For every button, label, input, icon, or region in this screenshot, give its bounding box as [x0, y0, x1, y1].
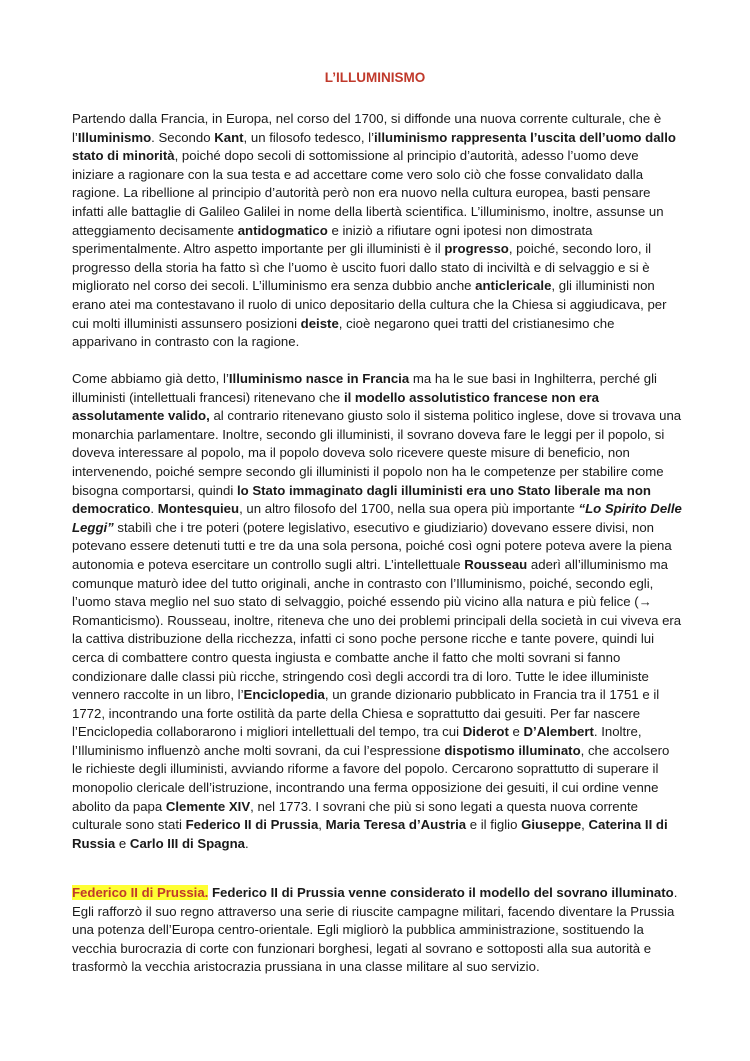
bold-term: Illuminismo: [77, 129, 152, 145]
text-run: ,: [318, 817, 326, 833]
bold-term: D’Alembert: [523, 724, 594, 740]
text-run: al contrario ritenevano giusto solo il sistema politico inglese, dove si trovava una monarchia parlamentare. Inoltre, secondo gli illuministi, il sovrano doveva fare le leggi per il popolo, si doveva interessare al popolo, ma il popolo doveva solo ricevere queste misure di beneficio, non intervenendo, poiché sempre secondo gli illuministi il popolo non ha le competenze per stabilire come bisogna comportarsi, quindi: [72, 408, 682, 498]
bold-term: Rousseau: [464, 556, 528, 572]
text-run: ,: [581, 817, 589, 833]
text-run: , un altro filosofo del 1700, nella sua opera più importante: [239, 501, 579, 517]
bold-term: anticlericale: [475, 278, 552, 294]
text-run: , poiché dopo secoli di sottomissione al principio d’autorità, adesso l’uomo deve iniziare a ragionare con la sua testa e ad accettare come vero solo ciò che fosse convalidato dalla ragione. La ribellione al principio d’autorità però non era nuovo nella cultura europea, basti pensare infatti alle battaglie di Galileo Galilei in nome della libertà scientifica. L’illuminismo, inoltre, assunse un atteggiamento decisamente: [72, 148, 664, 238]
document-title: L’ILLUMINISMO: [324, 70, 426, 85]
text-run: e iniziò a rifiutare ogni ipotesi non dimostrata sperimentalmente. Altro aspetto importante per gli illuministi è il: [72, 222, 593, 257]
bold-term: Illuminismo nasce in Francia: [228, 371, 410, 386]
bold-term: Clemente XIV: [165, 798, 251, 814]
bold-term: Montesquieu: [157, 501, 240, 517]
text-run: ma ha le sue basi in Inghilterra, perché gli illuministi (intellettuali francesi) ritenevano che: [72, 371, 657, 405]
text-run: , poiché, secondo loro, il progresso della storia ha fatto sì che l’uomo è uscito fuori dallo stato di inciviltà e di selvaggio e si è migliorato nel corso dei secoli. L’illuminismo era senza dubbio anche: [72, 241, 652, 294]
text-run: stabilì che i tre poteri (potere legislativo, esecutivo e giudiziario) dovevano essere divisi, non potevano essere detenuti tutti e tre da una sola persona, poiché così ogni potere poteva avere la piena autonomia e poteva esercitare un controllo sugli altri. L’intellettuale: [72, 519, 672, 572]
text-run: , un filosofo tedesco, l’: [243, 129, 375, 145]
text-run: , gli illuministi non erano atei ma contestavano il ruolo di unico depositario della cultura che la Chiesa si aggiudicava, per cui molti illuministi assunsero posizioni: [72, 278, 667, 331]
paragraph-frederick: [72, 884, 682, 977]
bold-term: progresso: [444, 241, 509, 257]
text-run: , che accolsero le richieste degli illuministi, avviando riforme a favore del popolo. Cercarono soprattutto di superare il monopolio clericale dell’istruzione, incontrando una ferma opposizione dei gesuiti, il cui ordine venne abolito da papa: [72, 742, 670, 814]
bold-term: Federico II di Prussia: [185, 817, 319, 833]
text-run: Come abbiamo già detto, l’: [72, 371, 229, 386]
bold-term: Giuseppe: [521, 817, 582, 833]
text-run: aderì all’illuminismo ma comunque maturò idee del tutto originali, anche in contrasto con l’Illuminismo, poiché, secondo egli, l’uomo stava meglio nel suo stato di selvaggio, poiché essendo più vicino alla natura e più felice (→ Romanticismo). Rousseau, inoltre, riteneva che uno dei problemi principali della società in cui viveva era la cattiva distribuzione della ricchezza, infatti ci sono poche persone ricche e tante povere, quindi lui cerca di combattere contro questa ingiusta e combatte anche il fatto che molti sovrani si fanno condizionare dalle classi più ricche, stringendo così degli accordi tra di loro. Tutte le idee illuministe vennero raccolte in un libro, l’: [72, 556, 682, 703]
bold-term: dispotismo illuminato: [444, 742, 581, 758]
text-run: e il figlio: [466, 817, 522, 833]
bold-term: Maria Teresa d’Austria: [325, 817, 467, 833]
bold-term: Caterina II di Russia: [72, 817, 668, 851]
text-run: . Inoltre, l’Illuminismo influenzò anche molti sovrani, da cui l’espressione: [72, 724, 642, 758]
text-run: , nel 1773. I sovrani che più si sono legati a questa nuova corrente culturale sono stati: [72, 798, 638, 833]
bold-term: deiste: [300, 315, 339, 331]
text-run: , un grande dizionario pubblicato in Francia tra il 1751 e il 1772, incontrando una forte ostilità da parte della Chiesa e soprattutto dai gesuiti. Per far nascere l’Enciclopedia collaborarono i migliori intellettuali del tempo, tra cui: [72, 687, 660, 740]
bold-term: Carlo III di Spagna: [129, 835, 245, 851]
text-run: .: [244, 835, 249, 851]
bold-term: Kant: [214, 129, 244, 145]
paragraph-introduction: [72, 110, 682, 352]
bold-term: illuminismo rappresenta l’uscita dell’uomo dallo stato di minorità: [72, 129, 676, 164]
text-run: .: [150, 501, 158, 517]
text-run: e: [508, 724, 524, 740]
bold-term: lo Stato immaginato dagli illuministi era uno Stato liberale ma non democratico: [72, 482, 651, 517]
bold-term: antidogmatico: [237, 222, 328, 238]
highlighted-heading: Federico II di Prussia.: [72, 885, 209, 900]
bold-term: il modello assolutistico francese non era assolutamente valido,: [72, 389, 599, 424]
text-run: , cioè negarono quei tratti del cristianesimo che apparivano in contrasto con la ragione.: [72, 315, 615, 350]
paragraph-origins: [72, 370, 682, 853]
text-run: . Egli rafforzò il suo regno attraverso una serie di riuscite campagne militari, facendo diventare la Prussia una potenza dell’Europa centro-orientale. Egli migliorò la pubblica amministrazione, sostituendo la vecchia burocrazia di corte con funzionari borghesi, legati al sovrano e sottoposti alla sua autorità e trasformò la vecchia aristocrazia prussiana in una classe militare al suo servizio.: [72, 885, 678, 975]
text-run: Partendo dalla Francia, in Europa, nel corso del 1700, si diffonde una nuova corrente culturale, che è l’: [72, 111, 662, 145]
bold-term: Federico II di Prussia venne considerato il modello del sovrano illuminato: [212, 885, 674, 900]
bold-term: Diderot: [462, 724, 509, 740]
book-title-italic: “Lo Spirito Delle Leggi”: [72, 501, 682, 535]
text-run: . Secondo: [151, 129, 215, 145]
text-run: e: [115, 835, 130, 851]
bold-term: Enciclopedia: [243, 687, 325, 703]
